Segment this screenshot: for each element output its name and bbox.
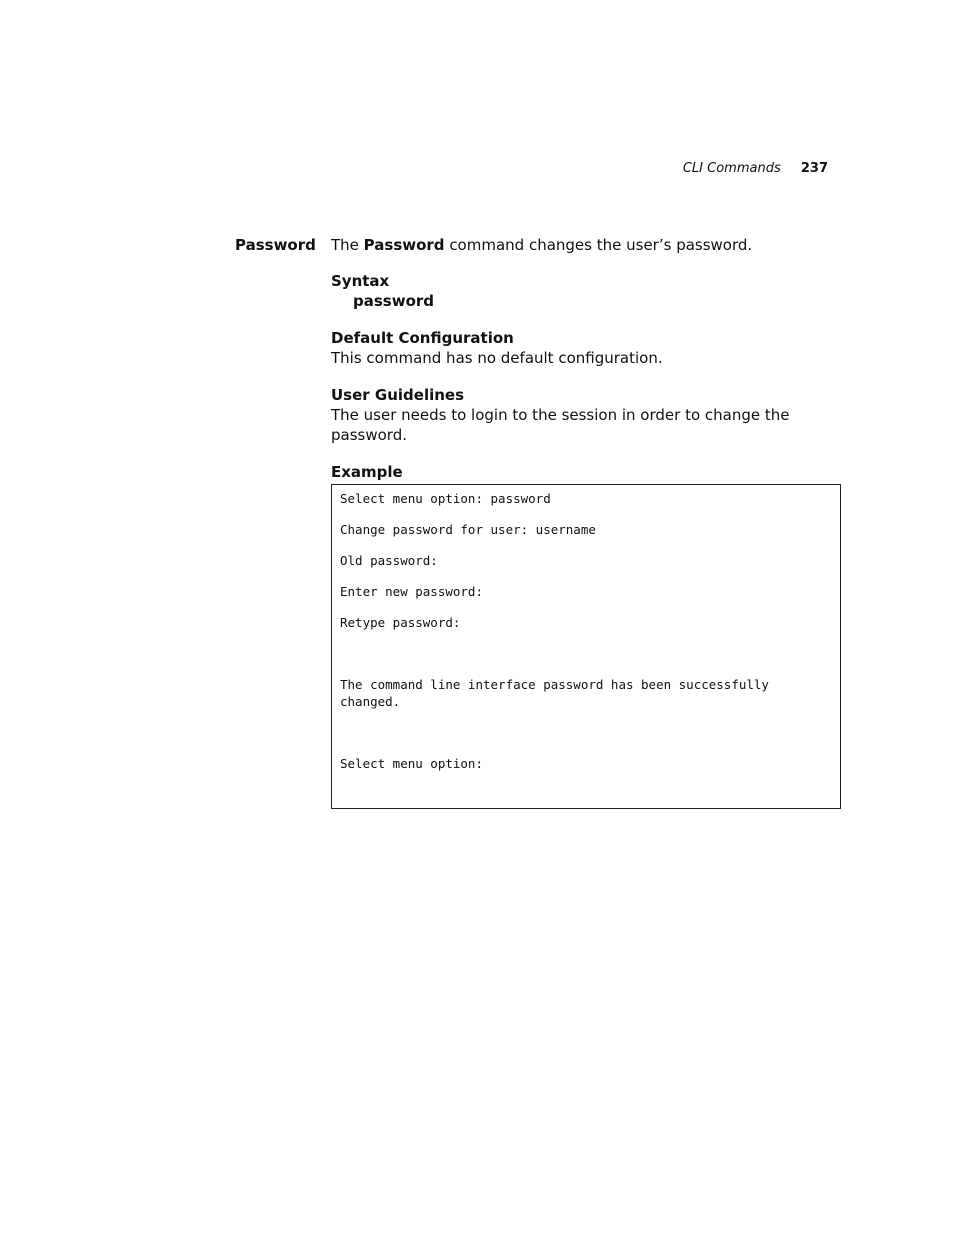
- page-number: 237: [800, 161, 828, 176]
- header-section-title: CLI Commands: [682, 161, 781, 176]
- example-code-box: [331, 484, 841, 809]
- command-intro: [331, 235, 841, 255]
- command-content: [331, 235, 841, 809]
- user-guidelines-text: The user needs to login to the session in order to change the password.: [331, 406, 790, 444]
- intro-suffix: command changes the user’s password.: [444, 236, 753, 254]
- default-config-text: This command has no default configuration.: [331, 349, 663, 367]
- default-config-heading: Default Configuration: [331, 329, 514, 347]
- code-line: Change password for user: username: [340, 522, 596, 537]
- code-line: Retype password:: [340, 615, 461, 630]
- code-line: changed.: [340, 694, 401, 709]
- example-heading: Example: [331, 463, 403, 481]
- user-guidelines-heading: User Guidelines: [331, 386, 465, 404]
- code-line: The command line interface password has been successfully: [340, 677, 769, 692]
- intro-command-name: Password: [363, 236, 445, 254]
- code-line: Select menu option: password: [340, 491, 551, 506]
- syntax-heading: Syntax: [331, 272, 390, 290]
- code-line: Select menu option:: [340, 756, 483, 771]
- syntax-command: password: [353, 292, 435, 310]
- intro-prefix: The: [331, 236, 364, 254]
- code-line: Old password:: [340, 553, 438, 568]
- code-line: Enter new password:: [340, 584, 483, 599]
- running-header: [683, 160, 828, 178]
- command-side-heading: Password: [235, 236, 316, 254]
